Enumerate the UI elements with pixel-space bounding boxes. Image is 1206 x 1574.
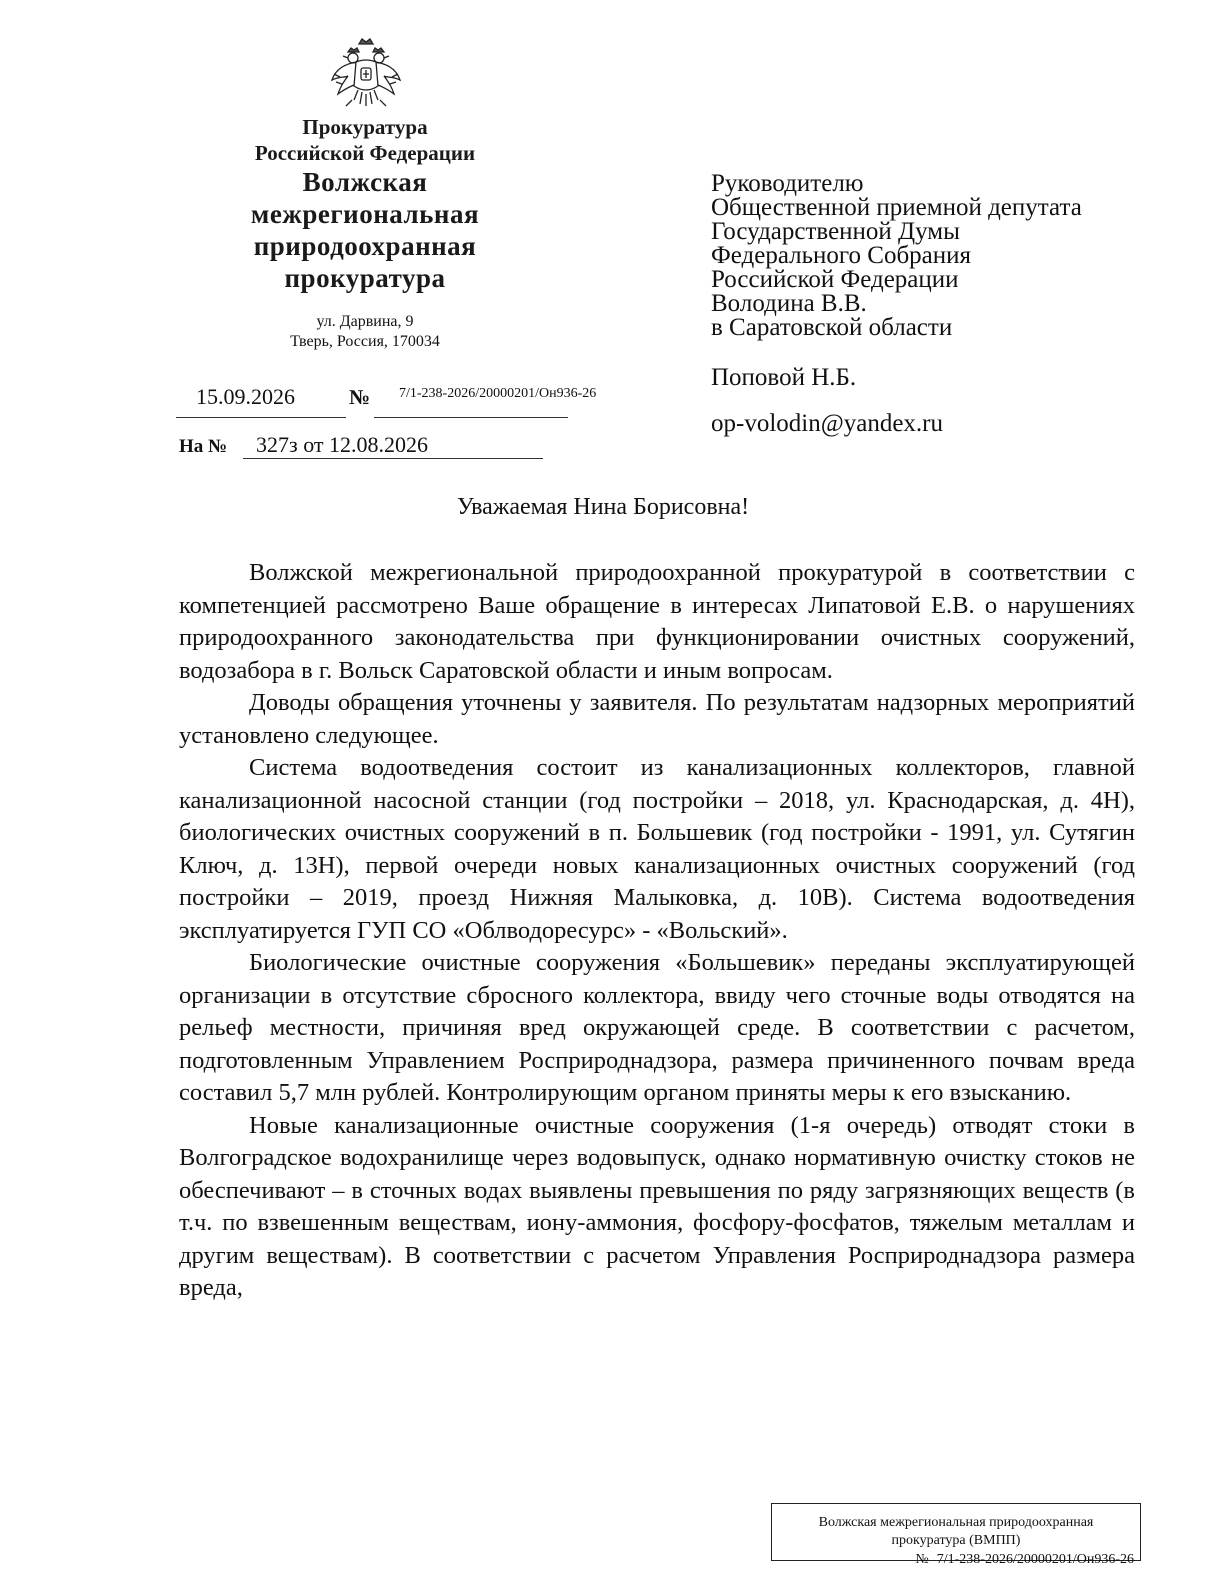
- body-paragraph: Новые канализационные очистные сооружения (1-я очередь) отводят стоки в Волгоградское водохранилище через водовыпуск, однако нормативную очистку стоков не обеспечивают – в сточных водах выявлены превышения по ряду загрязняющих веществ (в т.ч. по взвешенным веществам, иону-аммония, фосфору-фосфатов, тяжелым металлам и другим веществам). В соответствии с расчетом Управления Росприроднадзора размера вреда,: [179, 1111, 1135, 1301]
- recipient-line: Государственной Думы: [711, 218, 960, 245]
- recipient-line: Общественной приемной депутата: [711, 194, 1082, 221]
- recipient-person: Поповой Н.Б.: [711, 364, 857, 391]
- recipient-line: Российской Федерации: [711, 266, 959, 293]
- org-name-line: прокуратура: [284, 263, 446, 293]
- org-name-line: природоохранная: [253, 231, 477, 261]
- body-paragraph: Система водоотведения состоит из канализационных коллекторов, главной канализационной насосной станции (год постройки – 2018, ул. Краснодарская, д. 4Н), биологических очистных сооружений в п. Большевик (год постройки - 1991, ул. Сутягин Ключ, д. 13Н), первой очереди новых канализационных очистных сооружений (год постройки – 2019, проезд Нижняя Малыковка, д. 10В). Система водоотведения эксплуатируется ГУП СО «Облводоресурс» - «Вольский».: [179, 754, 1135, 944]
- greeting: Уважаемая Нина Борисовна!: [456, 494, 750, 520]
- recipient-line: Володина В.В.: [711, 290, 867, 317]
- recipient-line: Руководителю: [711, 170, 864, 197]
- org-name-line: Волжская: [302, 167, 428, 197]
- org-name: [190, 166, 540, 294]
- date-underline: [176, 417, 346, 418]
- number-underline: [374, 417, 568, 418]
- body-paragraph: Волжской межрегиональной природоохранной прокуратурой в соответствии с компетенцией рассмотрено Ваше обращение в интересах Липатовой Е.В. о нарушениях природоохранного законодательства при функционировании очистных сооружений, водозабора в г. Вольск Саратовской области и иным вопросам.: [179, 559, 1135, 684]
- reply-reference: 327з от 12.08.2026: [256, 432, 429, 457]
- address-city: Тверь, Россия, 170034: [290, 333, 440, 350]
- letter-number: 7/1-238-2026/20000201/Он936-26: [399, 386, 597, 401]
- number-mark: №: [349, 385, 371, 409]
- stamp-org-line: Волжская межрегиональная природоохранная: [818, 1515, 1094, 1530]
- recipient-line: Федерального Собрания: [711, 242, 972, 269]
- org-line-2: Российской Федерации: [254, 141, 476, 165]
- org-line-1: Прокуратура: [302, 115, 428, 139]
- org-name-line: межрегиональная: [250, 199, 480, 229]
- address-street: ул. Дарвина, 9: [316, 313, 414, 330]
- letter-date: 15.09.2026: [196, 384, 295, 409]
- stamp-org: [772, 1514, 1140, 1550]
- reply-underline: [243, 458, 543, 459]
- stamp-org-line: прокуратура (ВМПП): [891, 1533, 1021, 1548]
- stamp-number-value: 7/1-238-2026/20000201/Он936-26: [936, 1552, 1134, 1567]
- recipient-block: [711, 172, 1082, 340]
- body-paragraph: Биологические очистные сооружения «Большевик» переданы эксплуатирующей организации в отсутствие сбросного коллектора, ввиду чего сточные воды отводятся на рельеф местности, причиняя вред окружающей среде. В соответствии с расчетом, подготовленным Управлением Росприроднадзора, размера причиненного почвам вреда составил 5,7 млн рублей. Контролирующим органом приняты меры к его взысканию.: [179, 949, 1135, 1106]
- registration-stamp: [771, 1503, 1141, 1567]
- stamp-number: [915, 1552, 1134, 1568]
- stamp-number-mark: №: [915, 1552, 929, 1567]
- recipient-line: в Саратовской области: [711, 314, 953, 341]
- body-paragraph: Доводы обращения уточнены у заявителя. По результатам надзорных мероприятий установлено следующее.: [179, 689, 1135, 749]
- double-headed-eagle-emblem-icon: [326, 34, 406, 114]
- recipient-email: op-volodin@yandex.ru: [711, 410, 944, 437]
- letter-body: [179, 557, 1135, 1305]
- reply-label: На №: [179, 436, 228, 457]
